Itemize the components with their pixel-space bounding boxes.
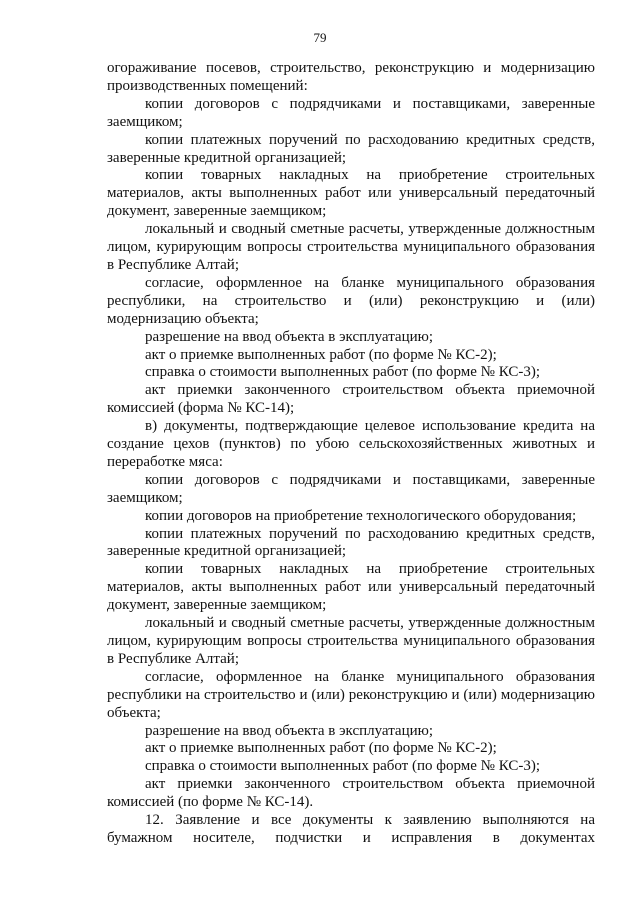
paragraph: копии платежных поручений по расходованию кредитных средств, заверенные кредитной организацией; — [107, 131, 595, 166]
paragraph: акт приемки законченного строительством объекта приемочной комиссией (форма № КС-14); — [107, 382, 595, 417]
paragraph: акт о приемке выполненных работ (по форме № КС-2); — [145, 346, 497, 363]
paragraph: копии договоров на приобретение технологического оборудования; — [145, 507, 577, 524]
paragraph: копии договоров с подрядчиками и поставщиками, заверенные заемщиком; — [107, 471, 595, 506]
paragraph: копии товарных накладных на приобретение строительных материалов, акты выполненных работ или универсальный передаточный документ, заверенные заемщиком; — [107, 167, 595, 220]
paragraph: разрешение на ввод объекта в эксплуатацию; — [145, 328, 434, 345]
paragraph: огораживание посевов, строительство, реконструкцию и модернизацию производственных помещений: — [107, 60, 595, 94]
paragraph: локальный и сводный сметные расчеты, утвержденные должностным лицом, курирующим вопросы строительства муниципального образования в Республике Алтай; — [107, 615, 595, 667]
paragraph: 12. Заявление и все документы к заявлению выполняются на бумажном носителе, подчистки и исправления в документах — [107, 812, 595, 846]
paragraph: акт о приемке выполненных работ (по форме № КС-2); — [145, 740, 497, 757]
document-body — [107, 60, 595, 848]
paragraph: справка о стоимости выполненных работ (по форме № КС-3); — [145, 364, 541, 381]
paragraph: согласие, оформленное на бланке муниципального образования республики, на строительство и (или) реконструкцию и (или) модернизацию объекта; — [107, 274, 595, 327]
paragraph: копии товарных накладных на приобретение строительных материалов, акты выполненных работ или универсальный передаточный документ, заверенные заемщиком; — [107, 561, 595, 614]
paragraph: копии договоров с подрядчиками и поставщиками, заверенные заемщиком; — [107, 95, 595, 130]
paragraph: локальный и сводный сметные расчеты, утвержденные должностным лицом, курирующим вопросы строительства муниципального образования в Республике Алтай; — [107, 221, 595, 273]
paragraph: акт приемки законченного строительством объекта приемочной комиссией (по форме № КС-14). — [107, 776, 595, 811]
paragraph: копии платежных поручений по расходованию кредитных средств, заверенные кредитной организацией; — [107, 525, 595, 560]
paragraph: в) документы, подтверждающие целевое использование кредита на создание цехов (пунктов) по убою сельскохозяйственных животных и переработке мяса: — [107, 418, 595, 470]
page-number: 79 — [313, 30, 327, 45]
paragraph: разрешение на ввод объекта в эксплуатацию; — [145, 722, 434, 739]
paragraph: справка о стоимости выполненных работ (по форме № КС-3); — [145, 758, 541, 775]
paragraph: согласие, оформленное на бланке муниципального образования республики на строительство и (или) реконструкцию и (или) модернизацию объекта; — [107, 668, 595, 721]
